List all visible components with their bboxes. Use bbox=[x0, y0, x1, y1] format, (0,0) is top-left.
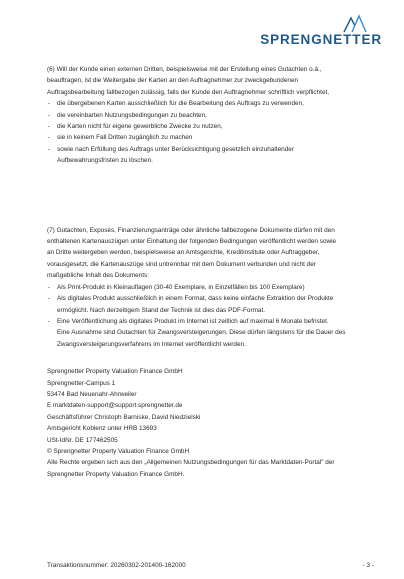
document-body bbox=[47, 64, 365, 480]
address-line: © Sprengnetter Property Valuation Finance GmbH bbox=[47, 447, 190, 455]
list-item-line: - sowie nach Erfüllung des Auftrags unter Berücksichtigung gesetzlich einzuhaltender bbox=[57, 145, 294, 153]
list-item bbox=[47, 110, 365, 121]
list-item bbox=[47, 98, 365, 109]
list-item bbox=[47, 132, 365, 143]
list-item-text: die übergebenen Karten ausschließlich für die Bearbeitung des Auftrags zu verwenden, bbox=[57, 100, 304, 108]
paragraph-line: an Dritte weitergeben werden, beispielsweise an Amtsgerichte, Kreditinstitute oder Auftraggeber, bbox=[47, 249, 320, 257]
logo-mark-icon bbox=[342, 14, 368, 34]
list-item-text: die Karten nicht für eigene gewerbliche Zwecke zu nutzen, bbox=[57, 123, 223, 131]
list-item-line: Zwangsversteigerungsverfahrens im Internet veröffentlicht werden. bbox=[57, 340, 246, 348]
address-line: 53474 Bad Neuenahr-Ahrweiler bbox=[47, 390, 137, 398]
address-line: Geschäftsführer Christoph Barniske, David Niedzielski bbox=[47, 413, 201, 421]
list-item-text: sie in keinem Fall Dritten zugänglich zu machen bbox=[57, 134, 193, 142]
paragraph-line: maßgebliche Inhalt des Dokuments: bbox=[47, 272, 149, 280]
address-line: Sprengnetter-Campus 1 bbox=[47, 379, 116, 387]
list-item-line: Aufbewahrungsfristen zu löschen. bbox=[57, 157, 153, 165]
list-item-text: die vereinbarten Nutzungsbedingungen zu beachten, bbox=[57, 111, 207, 119]
paragraph-line: enthaltenen Kartenauszügen unter Einhaltung der folgenden Bedingungen veröffentlicht werden sowie bbox=[47, 238, 337, 246]
transaction-number: Transaktionsnummer: 20260302-201400-162000 bbox=[47, 562, 186, 569]
address-line: E marktdaten-support@support.sprengnetter.de bbox=[47, 402, 183, 410]
list-item bbox=[47, 144, 365, 167]
obligations-list bbox=[47, 98, 365, 166]
list-item-line: - Als Print-Produkt in Kleinauflagen (30-40 Exemplare, in Einzelfällen bis 100 Exemplare) bbox=[57, 283, 305, 291]
paragraph-line: vorausgesetzt, die Kartenauszüge sind untrennbar mit dem Dokument verbunden und nicht der bbox=[47, 260, 316, 268]
list-item-line: - Als digitales Produkt ausschließlich in einem Format, dass keine einfache Extraktion der Produkte bbox=[57, 295, 334, 303]
sprengnetter-logo bbox=[262, 14, 382, 50]
list-item bbox=[47, 282, 365, 293]
conditions-list bbox=[47, 282, 365, 350]
company-address-block bbox=[47, 366, 365, 480]
address-line: Sprengnetter Property Valuation Finance GmbH. bbox=[47, 470, 185, 478]
list-item bbox=[47, 316, 365, 350]
paragraph-line: (6) Will der Kunde einen externen Dritten, beispielsweise mit der Erstellung eines Gutachten o.ä., bbox=[47, 66, 322, 73]
list-item-line: - Eine Veröffentlichung als digitales Produkt im Internet ist zeitlich auf maximal 6 Monate befristet. bbox=[57, 317, 329, 325]
paragraph-line: Auftragsbearbeitung fallbezogen zulässig, falls der Kunde den Auftragnehmer schriftlich verpflichtet, bbox=[47, 88, 330, 96]
section-6 bbox=[47, 64, 365, 167]
list-item-line: Eine Ausnahme sind Gutachten für Zwangsversteigerungen. Diese dürfen längstens für die Dauer des bbox=[57, 329, 346, 337]
address-line: USt-IdNr. DE 177462505 bbox=[47, 436, 118, 444]
address-line: Sprengnetter Property Valuation Finance GmbH bbox=[47, 368, 183, 376]
paragraph-line: (7) Gutachten, Exposés, Finanzierungsanträge oder ähnliche fallbezogene Dokumente dürfen mit den bbox=[47, 226, 335, 234]
list-item bbox=[47, 293, 365, 316]
logo-text: SPRENGNETTER bbox=[260, 32, 382, 47]
page-number: - 3 - bbox=[362, 562, 374, 569]
paragraph-line: beauftragen, ist die Weitergabe der Karten an den Auftragnehmer zur zweckgebundenen bbox=[47, 77, 299, 85]
section-7 bbox=[47, 225, 365, 350]
address-line: Amtsgericht Koblenz unter HRB 13693 bbox=[47, 425, 157, 433]
list-item bbox=[47, 121, 365, 132]
list-item-line: ermöglicht. Nach derzeitigem Stand der Technik ist dies das PDF-Format. bbox=[57, 306, 266, 314]
address-line: Alle Rechte ergeben sich aus den „Allgemeinen Nutzungsbedingungen für das Marktdaten-Portal" der bbox=[47, 459, 335, 467]
